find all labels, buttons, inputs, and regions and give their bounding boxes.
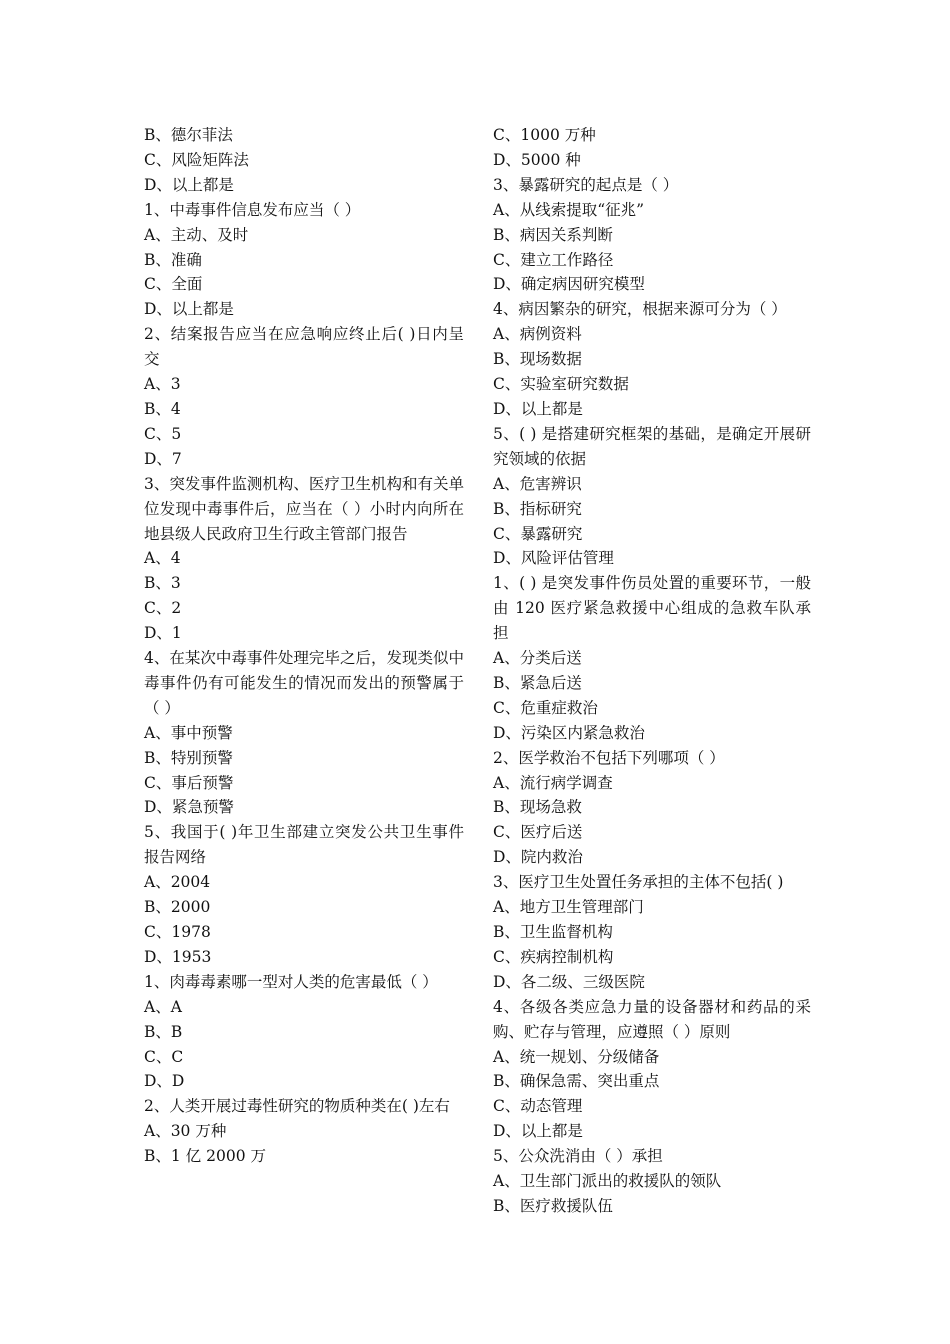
answer-option: C、全面 [144, 275, 203, 294]
answer-option: B、特别预警 [144, 748, 233, 767]
question-text: 4、各级各类应急力量的设备器材和药品的采购、贮存与管理，应遵照（ ）原则 [493, 997, 811, 1041]
answer-option: A、2004 [144, 873, 211, 892]
answer-option: C、1978 [144, 923, 211, 941]
answer-option: C、建立工作路径 [493, 250, 614, 269]
answer-option: B、现场急救 [493, 798, 582, 817]
answer-option: B、医疗救援队伍 [493, 1196, 613, 1215]
answer-option: A、从线索提取“征兆” [493, 200, 645, 219]
answer-option: D、以上都是 [493, 399, 583, 418]
answer-option: A、统一规划、分级储备 [493, 1047, 660, 1066]
right-column [493, 123, 811, 1219]
question-text: 1、( ) 是突发事件伤员处置的重要环节，一般由 120 医疗紧急救援中心组成的急救车队承担 [493, 574, 811, 643]
answer-option: D、各二级、三级医院 [493, 972, 645, 991]
answer-option: A、地方卫生管理部门 [493, 898, 644, 917]
question-text: 5、我国于( )年卫生部建立突发公共卫生事件报告网络 [144, 823, 464, 867]
answer-option: B、3 [144, 574, 181, 593]
answer-option: B、紧急后送 [493, 673, 582, 692]
answer-option: B、确保急需、突出重点 [493, 1072, 660, 1091]
question-text: 1、肉毒毒素哪一型对人类的危害最低（ ） [144, 972, 438, 991]
answer-option: B、德尔菲法 [144, 126, 233, 144]
answer-option: C、2 [144, 599, 182, 618]
answer-option: C、疾病控制机构 [493, 947, 614, 966]
answer-option: A、30 万种 [144, 1122, 227, 1141]
question-text: 2、结案报告应当在应急响应终止后( )日内呈交 [144, 325, 464, 369]
answer-option: A、卫生部门派出的救援队的领队 [493, 1172, 722, 1191]
answer-option: D、以上都是 [144, 175, 234, 194]
answer-option: D、5000 种 [493, 150, 581, 169]
answer-option: D、以上都是 [144, 300, 234, 319]
answer-option: D、1 [144, 624, 182, 643]
question-text: 2、人类开展过毒性研究的物质种类在( )左右 [144, 1097, 450, 1116]
answer-option: A、流行病学调查 [493, 773, 613, 792]
answer-option: B、现场数据 [493, 350, 582, 369]
left-column [144, 123, 464, 1169]
answer-option: B、卫生监督机构 [493, 923, 613, 941]
answer-option: A、病例资料 [493, 325, 582, 344]
answer-option: A、4 [144, 549, 181, 568]
question-text: 1、中毒事件信息发布应当（ ） [144, 200, 361, 219]
answer-option: D、紧急预警 [144, 798, 234, 817]
answer-option: A、主动、及时 [144, 225, 249, 244]
answer-option: C、风险矩阵法 [144, 150, 249, 169]
answer-option: C、事后预警 [144, 773, 234, 792]
answer-option: C、动态管理 [493, 1097, 583, 1116]
answer-option: C、1000 万种 [493, 126, 596, 144]
answer-option: B、2000 [144, 898, 211, 917]
answer-option: B、1 亿 2000 万 [144, 1147, 266, 1166]
answer-option: C、C [144, 1047, 184, 1066]
answer-option: A、危害辨识 [493, 474, 582, 493]
answer-option: D、1953 [144, 947, 212, 966]
answer-option: A、分类后送 [493, 649, 582, 668]
answer-option: A、A [144, 997, 182, 1016]
question-text: 5、( ) 是搭建研究框架的基础，是确定开展研究领域的依据 [493, 424, 811, 468]
question-text: 3、暴露研究的起点是（ ） [493, 175, 679, 194]
answer-option: B、指标研究 [493, 499, 582, 518]
answer-option: B、准确 [144, 250, 202, 269]
answer-option: A、事中预警 [144, 723, 233, 742]
question-text: 4、在某次中毒事件处理完毕之后，发现类似中毒事件仍有可能发生的情况而发出的预警属于（ ） [144, 649, 464, 717]
answer-option: B、病因关系判断 [493, 225, 613, 244]
answer-option: C、实验室研究数据 [493, 375, 629, 394]
answer-option: D、7 [144, 449, 182, 468]
answer-option: C、5 [144, 424, 182, 443]
answer-option: D、院内救治 [493, 848, 583, 867]
answer-option: A、3 [144, 375, 181, 394]
question-text: 4、病因繁杂的研究，根据来源可分为（ ） [493, 300, 787, 319]
answer-option: C、暴露研究 [493, 524, 583, 543]
question-text: 3、突发事件监测机构、医疗卫生机构和有关单位发现中毒事件后，应当在（ ）小时内向所在地县级人民政府卫生行政主管部门报告 [144, 474, 464, 543]
answer-option: C、医疗后送 [493, 823, 583, 842]
answer-option: C、危重症救治 [493, 698, 598, 717]
question-text: 3、医疗卫生处置任务承担的主体不包括( ) [493, 873, 784, 892]
answer-option: D、D [144, 1072, 185, 1091]
answer-option: D、确定病因研究模型 [493, 275, 645, 294]
answer-option: D、污染区内紧急救治 [493, 723, 645, 742]
answer-option: D、风险评估管理 [493, 549, 614, 568]
question-text: 5、公众洗消由（ ）承担 [493, 1147, 663, 1166]
answer-option: B、B [144, 1022, 183, 1041]
answer-option: B、4 [144, 399, 181, 418]
answer-option: D、以上都是 [493, 1122, 583, 1141]
question-text: 2、医学救治不包括下列哪项（ ） [493, 748, 725, 767]
